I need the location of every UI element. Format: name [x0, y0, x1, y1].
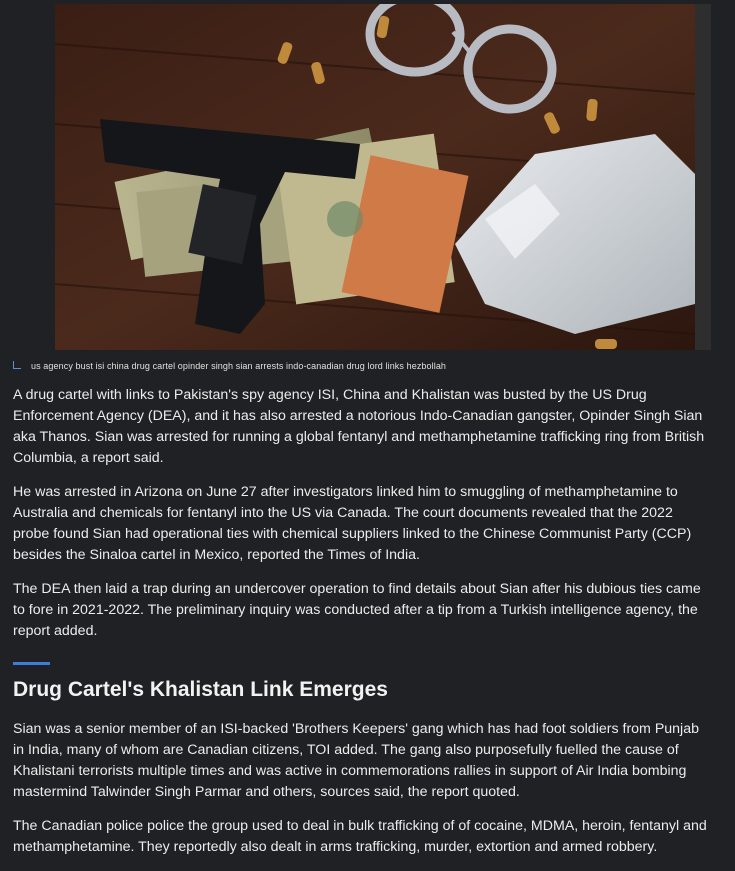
section-accent-rule	[13, 662, 50, 665]
article-paragraph: Sian was a senior member of an ISI-backed 'Brothers Keepers' gang which has had foot soldiers from Punjab in India, many of whom are Canadian citizens, TOI added. The gang also purposefully fuelled the cause of Khalistani terrorists multiple times and was active in commemorations rallies in support of Air India bombing mastermind Talwinder Singh Parmar and others, sources said, the report quoted.	[13, 721, 699, 800]
article-paragraph: He was arrested in Arizona on June 27 after investigators linked him to smuggling of methamphetamine to Australia and chemicals for fentanyl into the US via Canada. The court documents revealed that the 2022 probe found Sian had operational ties with chemical suppliers linked to the Chinese Communist Party (CCP) besides the Sinaloa cartel in Mexico, reported the Times of India.	[13, 484, 692, 563]
article-paragraph: The Canadian police police the group used to deal in bulk trafficking of of cocaine, MDMA, heroin, fentanyl and methamphetamine. They reportedly also dealt in arms trafficking, murder, extortion and armed robbery.	[13, 818, 707, 855]
article-body	[13, 385, 713, 871]
article-paragraph: A drug cartel with links to Pakistan's spy agency ISI, China and Khalistan was busted by the US Drug Enforcement Agency (DEA), and it has also arrested a notorious Indo-Canadian gangster, Opinder Singh Sian aka Thanos. Sian was arrested for running a global fentanyl and methamphetamine trafficking ring from British Columbia, a report said.	[13, 387, 705, 466]
hero-illustration	[55, 4, 695, 350]
article-hero-image	[55, 4, 695, 350]
image-caption	[13, 358, 446, 374]
image-frame-edge	[695, 4, 711, 350]
caption-text: us agency bust isi china drug cartel opinder singh sian arrests indo-canadian drug lord links hezbollah	[31, 361, 447, 371]
section-heading: Drug Cartel's Khalistan Link Emerges	[13, 678, 388, 701]
article-paragraph: The DEA then laid a trap during an undercover operation to find details about Sian after his dubious ties came to fore in 2021-2022. The preliminary inquiry was conducted after a tip from a Turkish intelligence agency, the report added.	[13, 581, 701, 639]
caption-corner-icon	[13, 361, 21, 369]
